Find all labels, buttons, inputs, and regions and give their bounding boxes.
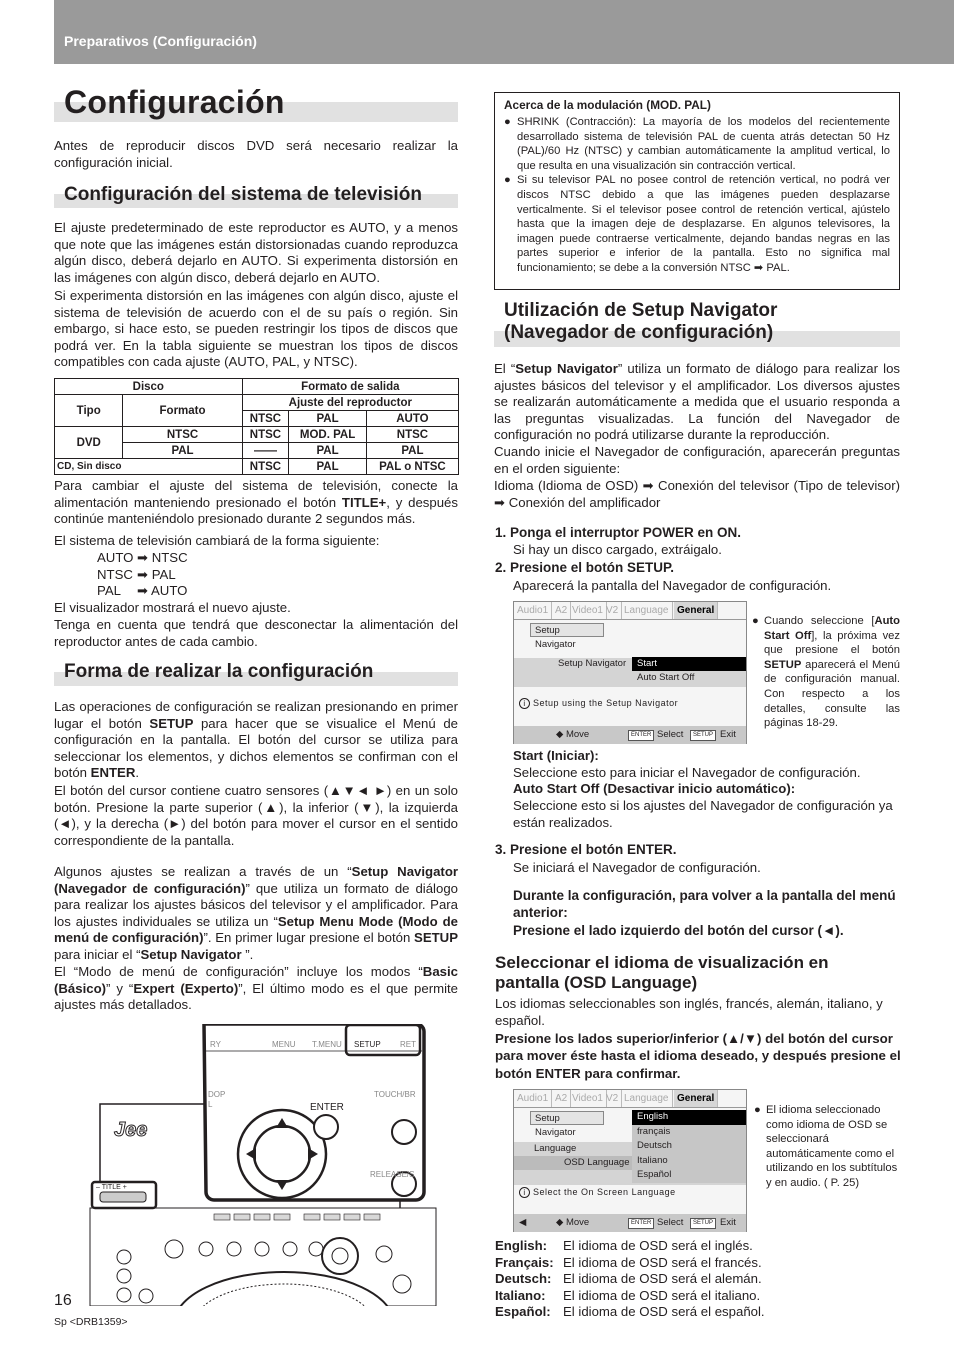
step-1: 1. Ponga el interruptor POWER en ON. xyxy=(495,525,742,540)
lang-row xyxy=(495,1238,765,1255)
text: ”. xyxy=(241,946,254,962)
document-code: Sp <DRB1359> xyxy=(54,1316,128,1328)
text-bold: Setup Navigator xyxy=(515,361,618,376)
th-ajuste: Ajuste del reproductor xyxy=(242,395,458,411)
device-label: T.MENU xyxy=(312,1040,342,1049)
text: Las operaciones de configuración se realizan presionando en primer lugar el botón xyxy=(54,699,458,731)
during-line-1: Durante la configuración, para volver a la pantalla del menú anterior: xyxy=(513,888,896,921)
info-text: Setup using the Setup Navigator xyxy=(533,698,679,708)
lang-desc: El idioma de OSD será el alemán. xyxy=(563,1271,762,1287)
table-cell: NTSC xyxy=(242,459,289,475)
th-tipo: Tipo xyxy=(55,395,123,427)
text: SHRINK (Contracción): La mayoría de los modelos del recientemente desarrollado sistema de televisión PAL de cuenta atrás detectan 50 Hz (PAL)/60 Hz (NTSC) y cambian automáticamente la amplitud vertical, lo que resulta en una visualización sin contracción vertical. xyxy=(517,116,890,172)
setup-key-icon: SETUP xyxy=(690,1218,716,1229)
text: Cuando seleccione [ xyxy=(764,615,875,627)
svg-text:Jee: Jee xyxy=(114,1119,148,1141)
lang-option-espanol: Español xyxy=(637,1169,672,1181)
text-bold: SETUP xyxy=(764,658,802,671)
th-formato-salida: Formato de salida xyxy=(242,379,458,395)
tab-audio1: Audio1 xyxy=(514,1090,552,1107)
device-label: L xyxy=(208,1100,213,1109)
device-label: – TITLE + xyxy=(96,1184,127,1191)
tab-video1: Video1 xyxy=(569,602,607,619)
step-3: 3. Presione el botón ENTER. xyxy=(495,842,677,857)
menu-option-auto-start-off: Auto Start Off xyxy=(637,672,695,683)
th-auto: AUTO xyxy=(366,411,458,427)
lang-row xyxy=(495,1271,765,1288)
osd-heading xyxy=(495,953,829,993)
tv-heading: Configuración del sistema de televisión xyxy=(64,184,422,205)
screen-footer xyxy=(514,726,746,744)
row-cd: CD, Sin disco xyxy=(55,459,243,475)
seq-to: NTSC xyxy=(151,550,188,565)
table-cell: MOD. PAL xyxy=(289,427,367,443)
lang-name: Español: xyxy=(495,1304,551,1320)
menu-label-language: Language xyxy=(534,1143,577,1154)
table-cell: NTSC xyxy=(366,427,458,443)
step-1-desc: Si hay un disco cargado, extráigalo. xyxy=(513,542,722,557)
language-descriptions xyxy=(495,1238,765,1321)
table-cell: PAL xyxy=(366,443,458,459)
bullet-icon: ● xyxy=(754,1104,761,1116)
device-label: SETUP xyxy=(354,1040,381,1049)
osd-note xyxy=(754,1103,900,1191)
seq-to: AUTO xyxy=(151,583,188,599)
text: ], la próxima vez que presione el botón xyxy=(764,629,900,657)
setup-navigator-screen xyxy=(513,601,747,744)
info-line xyxy=(519,698,678,709)
lang-name: Deutsch: xyxy=(495,1271,552,1287)
bullet-icon: ● xyxy=(504,174,511,187)
tab-v2: V2 xyxy=(603,1090,622,1107)
osd-heading-line2: pantalla (OSD Language) xyxy=(495,973,698,992)
tv-para-5: El visualizador mostrará el nuevo ajuste. xyxy=(54,600,291,615)
lang-desc: El idioma de OSD será el español. xyxy=(563,1304,765,1320)
step-3-desc: Se iniciará el Navegador de configuración. xyxy=(513,860,761,875)
device-label: RELEASE/S xyxy=(370,1170,415,1179)
text: aparecerá el Menú de configuración manual. Con respecto a los detalles, consulte las páginas 18-29. xyxy=(764,658,900,730)
bullet-icon: ● xyxy=(752,615,759,627)
forma-heading: Forma de realizar la configuración xyxy=(64,661,374,682)
select-label: Select xyxy=(657,729,684,740)
lang-option-francais: français xyxy=(637,1125,671,1137)
text-bold: SETUP xyxy=(414,930,458,946)
sequence-row: PAL ➡ AUTO xyxy=(97,583,188,599)
modpal-heading: Acerca de la modulación (MOD. PAL) xyxy=(504,98,711,112)
lang-row xyxy=(495,1288,765,1305)
text: ” que utiliza un formato de diálogo para realizar los ajustes básicos del televisor y el amplificador. Para los ajustes individuales se utiliza un “ xyxy=(54,880,458,929)
screen-footer xyxy=(514,1214,746,1232)
device-label: DOP xyxy=(208,1090,226,1099)
th-pal: PAL xyxy=(289,411,367,427)
info-icon: i xyxy=(519,698,530,709)
row-dvd: DVD xyxy=(55,427,123,459)
tab-general: General xyxy=(674,602,718,619)
step-2: 2. Presione el botón SETUP. xyxy=(495,560,675,575)
text: Para cambiar el ajuste del sistema de televisión, conecte la alimentación manteniendo presionado el botón xyxy=(54,478,458,510)
move-hint: ◆ Move xyxy=(556,1217,590,1228)
tab-audio1: Audio1 xyxy=(514,602,552,619)
text-bold: Setup Navigator (Navegador de configuración) xyxy=(54,864,459,896)
tab-video1: Video1 xyxy=(569,1090,607,1107)
sequence-row: AUTO ➡ NTSC xyxy=(97,550,188,565)
text-bold: Basic (Básico) xyxy=(54,964,458,996)
nav-para-3: Idioma (Idioma de OSD) ➡ Conexión del televisor (Tipo de televisor) ➡ Conexión del amplificador xyxy=(494,478,900,510)
tv-para-4: El sistema de televisión cambiará de la forma siguiente: xyxy=(54,533,380,548)
modpal-bullet-1 xyxy=(504,115,890,173)
text: ”, El último modo es el que permite ajustes más detallados. xyxy=(54,980,459,1013)
start-heading: Start (Iniciar): xyxy=(513,748,599,763)
tab-language: Language xyxy=(621,1090,673,1107)
setup-key-icon: SETUP xyxy=(690,730,716,741)
seq-from: PAL xyxy=(97,583,121,599)
seq-from: NTSC xyxy=(97,566,133,582)
modpal-box xyxy=(494,92,900,290)
osd-instruction: Presione los lados superior/inferior (▲/▼) del botón del cursor para mover éste hasta el idioma deseado, y después presione el botón ENTER para confirmar. xyxy=(495,1031,901,1081)
forma-para-3 xyxy=(54,864,458,964)
text-bold: Auto Start Off xyxy=(764,615,900,642)
text-bold: Expert (Experto) xyxy=(133,980,239,996)
table-cell: PAL o NTSC xyxy=(366,459,458,475)
seq-to: PAL xyxy=(151,566,176,582)
player-drawing xyxy=(84,1024,458,1306)
text: ” utiliza un formato de diálogo para realizar los ajustes básicos del televisor y el amplificador. Los diversos ajustes se realizarán automáticamente a medida que el usuario responda a las preguntas visualizadas. La función del Navegador de configuración no podrá utilizarse durante la reproducción. xyxy=(494,361,901,443)
auto-start-note xyxy=(752,614,900,731)
text: ” y “ xyxy=(106,980,134,996)
page-title: Configuración xyxy=(64,84,285,120)
text-bold: Setup Navigator xyxy=(140,946,242,962)
start-desc: Seleccione esto para iniciar el Navegador de configuración. xyxy=(513,765,861,780)
text-bold: Setup Menu Mode (Modo de menú de configuración) xyxy=(54,913,458,946)
tv-para-3 xyxy=(54,478,458,528)
table-cell: PAL xyxy=(289,459,367,475)
player-illustration xyxy=(84,1024,458,1306)
device-label: RET xyxy=(400,1040,416,1049)
forma-para-1: Las operaciones de configuración se realizan presionando en primer lugar el botón SETUP para hacer que se visualice el Menú de configuración en la pantalla. El botón del cursor se utiliza para seleccionar los elementos, y dichos elementos se confirman con el botón ENTER. xyxy=(54,699,458,781)
lang-option-deutsch: Deutsch xyxy=(637,1140,672,1152)
device-label: TOUCH/BR xyxy=(374,1090,416,1099)
text-bold: ENTER xyxy=(90,765,136,781)
table-cell: PAL xyxy=(123,443,242,459)
lang-desc: El idioma de OSD será el inglés. xyxy=(563,1238,753,1253)
section-header-text: Preparativos (Configuración) xyxy=(64,33,257,49)
table-cell: NTSC xyxy=(242,427,289,443)
nav-heading-line2: (Navegador de configuración) xyxy=(504,322,774,343)
step-2-desc: Aparecerá la pantalla del Navegador de configuración. xyxy=(513,578,832,593)
during-line-2: Presione el lado izquierdo del botón del cursor (◄). xyxy=(513,922,844,938)
th-disco: Disco xyxy=(55,379,243,395)
forma-para-4 xyxy=(54,964,458,1014)
info-icon: i xyxy=(519,1187,530,1198)
nav-para-1 xyxy=(494,361,900,444)
sequence-row: NTSC ➡ PAL xyxy=(97,566,176,582)
info-text: Select the On Screen Language xyxy=(533,1187,676,1197)
bullet-icon: ● xyxy=(504,116,511,128)
enter-key-icon: ENTER xyxy=(628,1218,654,1229)
modpal-bullet-2 xyxy=(504,173,890,275)
device-label: RY xyxy=(210,1040,221,1049)
lang-option-english: English xyxy=(632,1110,746,1125)
lang-desc: El idioma de OSD será el francés. xyxy=(563,1254,762,1270)
auto-heading: Auto Start Off (Desactivar inicio automático): xyxy=(513,781,796,796)
tab-a2: A2 xyxy=(552,602,571,619)
auto-desc: Seleccione esto si los ajustes del Navegador de configuración ya están realizados. xyxy=(513,798,893,830)
section-header-bar xyxy=(54,0,954,64)
select-label: Select xyxy=(657,1217,684,1228)
page-number: 16 xyxy=(54,1292,72,1309)
text: El “Modo de menú de configuración” incluye los modos “ xyxy=(54,964,423,979)
move-hint: ◆ Move xyxy=(556,729,590,740)
lang-name: English: xyxy=(495,1238,548,1253)
intro-text: Antes de reproducir discos DVD será necesario realizar la configuración inicial. xyxy=(54,138,458,170)
osd-language-screen xyxy=(513,1089,747,1232)
lang-row xyxy=(495,1304,765,1321)
table-cell: —— xyxy=(242,443,289,459)
text: El idioma seleccionado como idioma de OSD se seleccionará automáticamente como el utilizando en los subtítulos y en audio. ( P. 25) xyxy=(766,1104,898,1189)
device-label: ENTER xyxy=(310,1102,344,1113)
tv-para-2: Si experimenta distorsión en las imágenes con algún disco, ajuste el sistema de televisión de acuerdo con el de su país o región. Sin embargo, si hace esto, se pueden restringir los tipos de discos que podrá ver. En la tabla siguiente se muestran los tipos de discos compatibles con cada ajuste (AUTO, PAL, y NTSC). xyxy=(54,288,458,370)
text-bold: TITLE+ xyxy=(341,494,387,510)
lang-name: Italiano: xyxy=(495,1287,546,1303)
nav-para-2: Cuando inicie el Navegador de configuración, aparecerán preguntas en el orden siguiente: xyxy=(494,444,900,476)
text: Algunos ajustes se realizan a través de un “ xyxy=(54,864,352,879)
info-line xyxy=(519,1187,676,1198)
move-label: Move xyxy=(565,1217,590,1228)
text: ”. En primer lugar presione el botón xyxy=(203,930,415,946)
tv-para-1: El ajuste predeterminado de este reproductor es AUTO, y a menos que note que las imágenes están distorsionadas cuando reproduzca algún disco, deberá dejarlo en AUTO. Si experimenta distorsión en las imágenes con algún disco, deberá dejarlo en AUTO. xyxy=(54,220,458,285)
osd-para-1: Los idiomas seleccionables son inglés, francés, alemán, italiano, y español. xyxy=(495,996,883,1028)
table-cell: PAL xyxy=(289,443,367,459)
table-cell: NTSC xyxy=(123,427,242,443)
tv-sequence xyxy=(97,550,188,600)
text: , y después continúe manteniéndolo presionado durante 2 segundos más. xyxy=(54,494,458,527)
seq-from: AUTO xyxy=(97,550,134,565)
setup-navigator-label: Setup Navigator xyxy=(530,623,604,637)
menu-label-osd-language: OSD Language xyxy=(514,1156,632,1170)
menu-label: Setup Navigator xyxy=(558,658,627,669)
nav-heading xyxy=(504,300,777,344)
lang-option-italiano: Italiano xyxy=(637,1154,668,1166)
tv-system-table xyxy=(54,378,459,475)
during-setup-note xyxy=(513,887,901,939)
text: El “ xyxy=(494,361,516,376)
tab-v2: V2 xyxy=(603,602,622,619)
back-arrow-icon: ◀ xyxy=(519,1217,527,1228)
osd-heading-line1: Seleccionar el idioma de visualización en xyxy=(495,953,829,972)
tab-a2: A2 xyxy=(552,1090,571,1107)
menu-option-start: Start xyxy=(632,657,746,671)
setup-navigator-label: Setup Navigator xyxy=(530,1111,604,1125)
th-ntsc: NTSC xyxy=(242,411,289,427)
lang-desc: El idioma de OSD será el italiano. xyxy=(563,1287,761,1303)
tv-para-6: Tenga en cuenta que tendrá que desconectar la alimentación del reproductor antes de cada cambio. xyxy=(54,617,458,649)
tab-divider xyxy=(514,619,746,620)
text: Si su televisor PAL no posee control de retención vertical, no podrá ver discos NTSC debido a que las imágenes pueden desplazarse verticalmente. Si el televisor posee control de retención vertical, ajústelo hasta que la imagen deje de desplazarse. En algunos televisores, la imagen puede contraerse verticalmente, dejando bandas negras en las partes superior e inferior de la pantalla. Esto no significa mal funcionamiento; se debe a la conversión NTSC ➡ PAL. xyxy=(517,174,890,274)
tab-divider xyxy=(514,1107,746,1108)
exit-label: Exit xyxy=(720,1217,736,1228)
move-label: Move xyxy=(565,729,590,740)
lang-row xyxy=(495,1255,765,1272)
lang-name: Français: xyxy=(495,1254,554,1270)
nav-heading-line1: Utilización de Setup Navigator xyxy=(504,300,778,321)
tab-language: Language xyxy=(621,602,673,619)
language-list xyxy=(632,1110,746,1183)
text-bold: SETUP xyxy=(149,715,194,731)
text: para iniciar el “ xyxy=(54,946,141,962)
tab-general: General xyxy=(674,1090,718,1107)
device-label: MENU xyxy=(272,1040,296,1049)
text: para hacer que se visualice el Menú de configuración en la pantalla. El botón del cursor se utiliza para seleccionar los elementos, y dichos elementos se confirman con el botón xyxy=(54,715,458,781)
enter-key-icon: ENTER xyxy=(628,730,654,741)
th-formato: Formato xyxy=(123,395,242,427)
forma-para-2: El botón del cursor contiene cuatro sensores (▲▼◄ ►) en un solo botón. Presione la parte superior (▲), la inferior (▼), la izquierda (◄), y la derecha (►) del botón para mover el cursor en el sentido correspondiente de la pantalla. xyxy=(54,783,458,848)
exit-label: Exit xyxy=(720,729,736,740)
